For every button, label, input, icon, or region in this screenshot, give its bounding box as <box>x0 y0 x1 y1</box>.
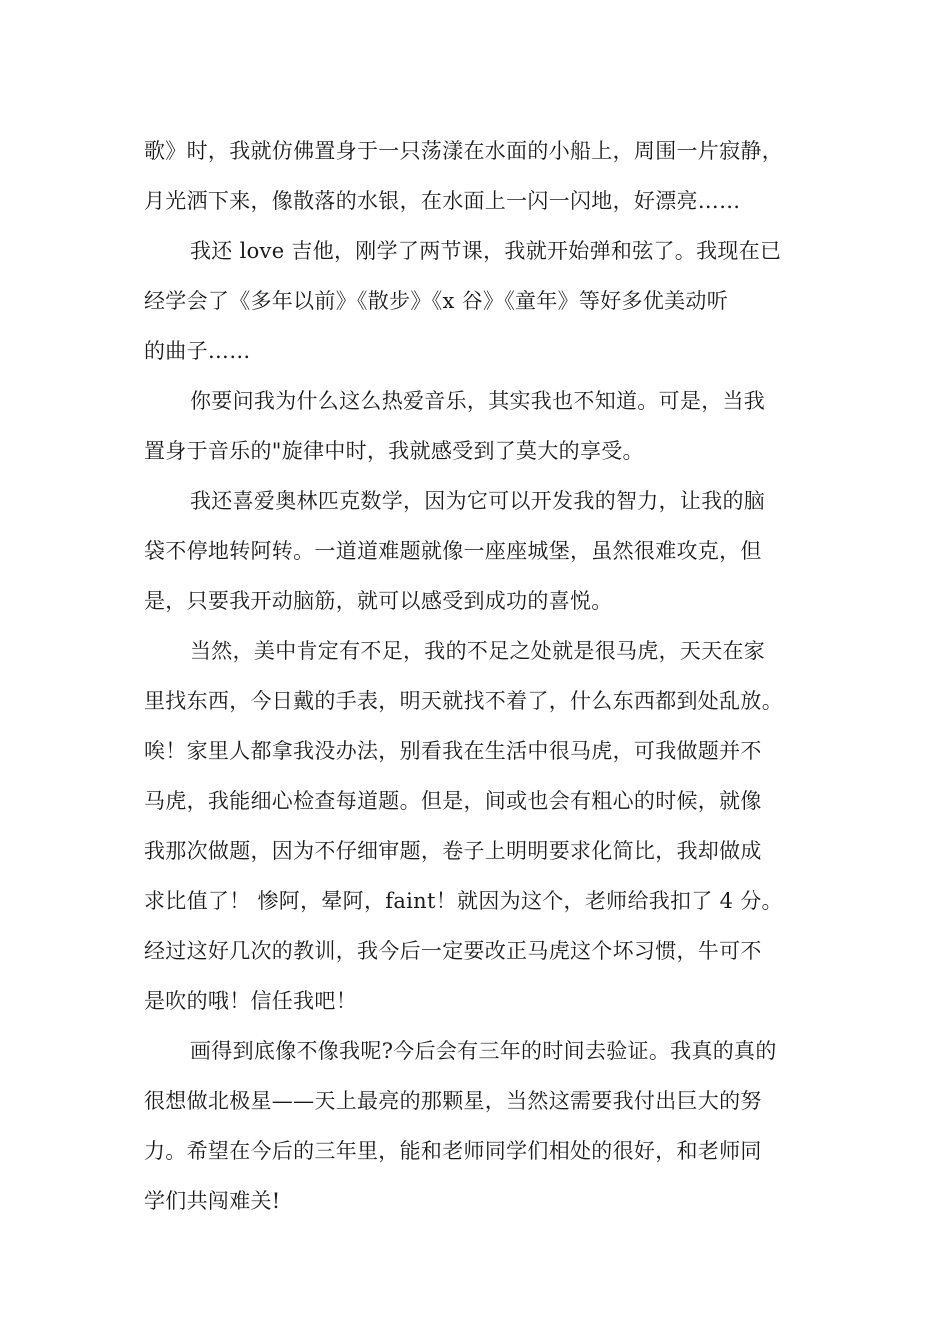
text-line: 求比值了！ 惨阿，晕阿，faint！就因为这个，老师给我扣了 4 分。 <box>144 889 783 913</box>
paragraph-5 <box>144 626 812 1026</box>
text-line: 经过这好几次的教训，我今后一定要改正马虎这个坏习惯，牛可不 <box>144 939 762 963</box>
paragraph-3 <box>144 376 812 476</box>
text-line: 置身于音乐的"旋律中时，我就感受到了莫大的享受。 <box>144 439 644 463</box>
text-line: 学们共闯难关! <box>144 1189 281 1213</box>
paragraph-6 <box>144 1026 812 1226</box>
text-line: 我还 love 吉他，刚学了两节课，我就开始弹和弦了。我现在已 <box>190 239 782 263</box>
document-body <box>144 126 812 1226</box>
text-line: 唉！家里人都拿我没办法，别看我在生活中很马虎，可我做题并不 <box>144 739 762 763</box>
text-line: 画得到底像不像我呢?今后会有三年的时间去验证。我真的真的 <box>190 1039 777 1063</box>
text-line: 歌》时，我就仿佛置身于一只荡漾在水面的小船上，周围一片寂静， <box>144 139 783 163</box>
text-line: 的曲子…… <box>144 339 251 363</box>
text-line: 我那次做题，因为不仔细审题，卷子上明明要求化简比，我却做成 <box>144 839 762 863</box>
text-line: 很想做北极星——天上最亮的那颗星，当然这需要我付出巨大的努 <box>144 1089 762 1113</box>
text-line: 袋不停地转阿转。一道道难题就像一座座城堡，虽然很难攻克，但 <box>144 539 762 563</box>
text-line: 你要问我为什么这么热爱音乐，其实我也不知道。可是，当我 <box>190 389 766 413</box>
text-line: 力。希望在今后的三年里，能和老师同学们相处的很好，和老师同 <box>144 1139 762 1163</box>
text-line: 里找东西，今日戴的手表，明天就找不着了，什么东西都到处乱放。 <box>144 689 783 713</box>
text-line: 当然，美中肯定有不足，我的不足之处就是很马虎，天天在家 <box>190 639 766 663</box>
paragraph-2 <box>144 226 812 376</box>
text-line: 是，只要我开动脑筋，就可以感受到成功的喜悦。 <box>144 589 613 613</box>
paragraph-1 <box>144 126 812 226</box>
text-line: 是吹的哦！信任我吧！ <box>144 989 357 1013</box>
text-line: 经学会了《多年以前》《散步》《x 谷》《童年》等好多优美动听 <box>144 289 729 313</box>
text-line: 马虎，我能细心检查每道题。但是，间或也会有粗心的时候，就像 <box>144 789 762 813</box>
paragraph-4 <box>144 476 812 626</box>
text-line: 我还喜爱奥林匹克数学，因为它可以开发我的智力，让我的脑 <box>190 489 766 513</box>
text-line: 月光洒下来，像散落的水银，在水面上一闪一闪地，好漂亮…… <box>144 189 741 213</box>
